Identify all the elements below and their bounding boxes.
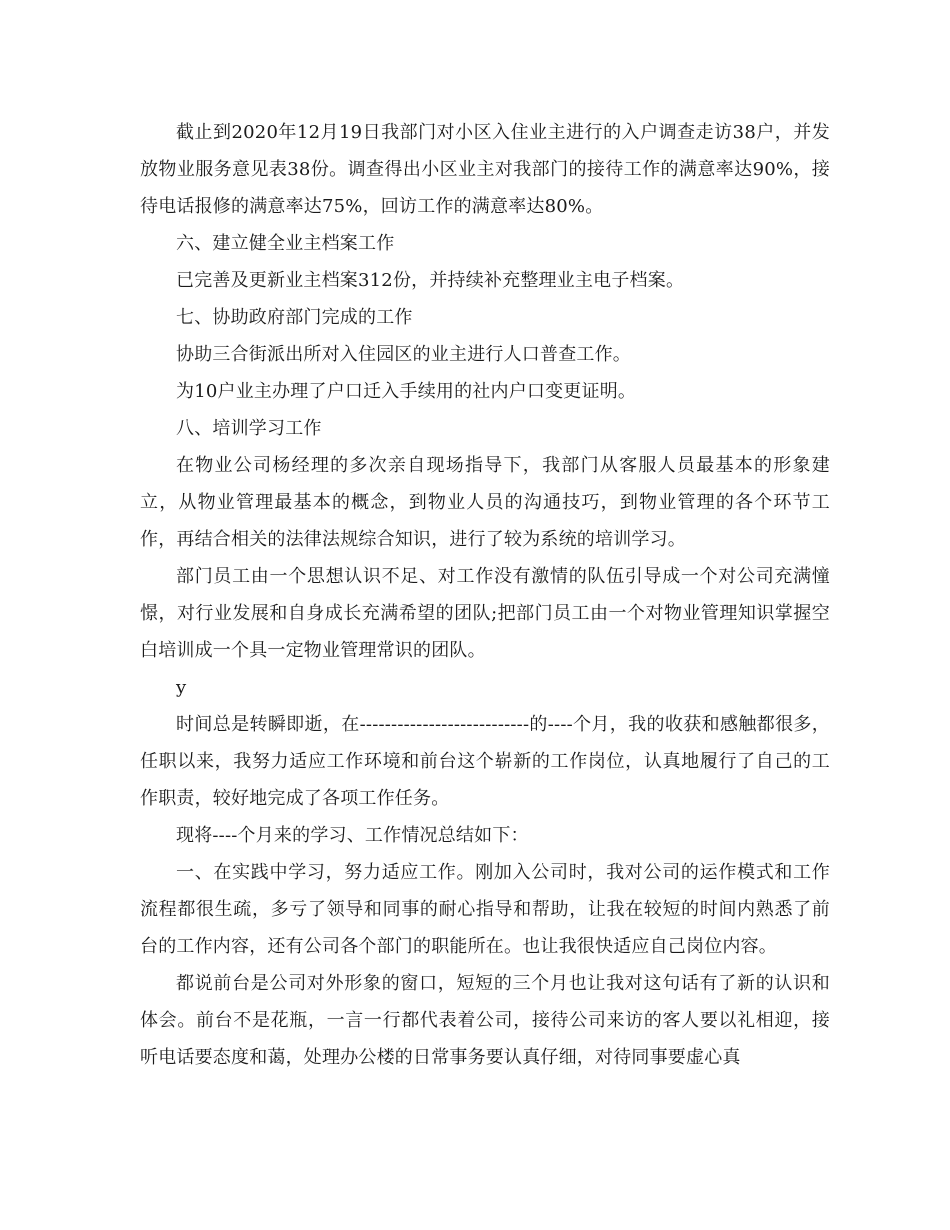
- paragraph-census-assist: 协助三合街派出所对入住园区的业主进行人口普查工作。: [176, 344, 631, 365]
- paragraph-archives-update: 已完善及更新业主档案312份，并持续补充整理业主电子档案。: [176, 270, 685, 291]
- heading-government-assist: 七、协助政府部门完成的工作: [176, 307, 413, 328]
- heading-owner-archives: 六、建立健全业主档案工作: [176, 233, 395, 254]
- heading-training: 八、培训学习工作: [176, 418, 322, 439]
- paragraph-training-content: 在物业公司杨经理的多次亲自现场指导下，我部门从客服人员最基本的形象建立，从物业管理最基本的概念，到物业人员的沟通技巧，到物业管理的各个环节工作，再结合相关的法律法规综合知识，进行了较为系统的培训学习。: [140, 455, 830, 550]
- paragraph-stray-y: y: [176, 677, 187, 698]
- paragraph-front-desk: 都说前台是公司对外形象的窗口，短短的三个月也让我对这句话有了新的认识和体会。前台不是花瓶，一言一行都代表着公司，接待公司来访的客人要以礼相迎，接听电话要态度和蔼，处理办公楼的日常事务要认真仔细，对待同事要虚心真: [140, 973, 830, 1068]
- paragraph-learning-practice: 一、在实践中学习，努力适应工作。刚加入公司时，我对公司的运作模式和工作流程都很生疏，多亏了领导和同事的耐心指导和帮助，让我在较短的时间内熟悉了前台的工作内容，还有公司各个部门的职能所在。也让我很快适应自己岗位内容。: [140, 862, 830, 957]
- paragraph-time-flies: 时间总是转瞬即逝，在---------------------------的----个月，我的收获和感触都很多，任职以来，我努力适应工作环境和前台这个崭新的工作岗位，认真地履行了自己的工作职责，较好地完成了各项工作任务。: [140, 714, 830, 809]
- document-body: [140, 114, 830, 1076]
- paragraph-household-registration: 为10户业主办理了户口迁入手续用的社内户口变更证明。: [176, 381, 637, 402]
- paragraph-summary-intro: 现将----个月来的学习、工作情况总结如下：: [176, 825, 529, 846]
- paragraph-survey-results: 截止到2020年12月19日我部门对小区入住业主进行的入户调查走访38户，并发放物业服务意见表38份。调查得出小区业主对我部门的接待工作的满意率达90%，接待电话报修的满意率达75%，回访工作的满意率达80%。: [140, 122, 830, 217]
- paragraph-team-growth: 部门员工由一个思想认识不足、对工作没有激情的队伍引导成一个对公司充满憧憬，对行业发展和自身成长充满希望的团队;把部门员工由一个对物业管理知识掌握空白培训成一个具一定物业管理常识的团队。: [140, 566, 830, 661]
